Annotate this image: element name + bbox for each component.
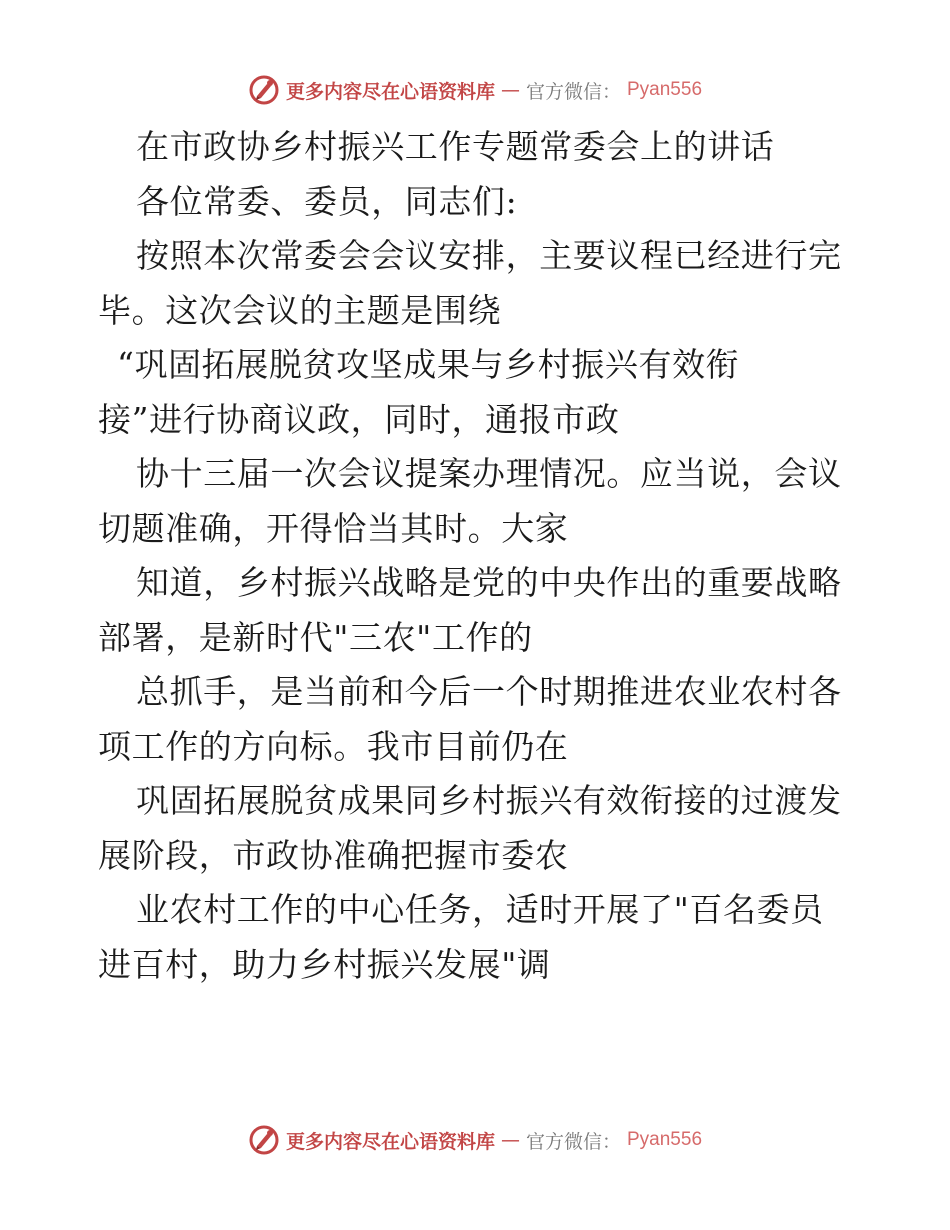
watermark-wechat-id: Pyan556: [627, 1129, 703, 1150]
brand-logo-icon: [248, 74, 280, 106]
paragraph-line: 切题准确，开得恰当其时。大家: [98, 508, 569, 548]
document-title: 在市政协乡村振兴工作专题常委会上的讲话: [136, 127, 775, 166]
watermark-dash: —: [500, 1129, 520, 1151]
paragraph-line: 知道，乡村振兴战略是党的中央作出的重要战略: [136, 563, 842, 602]
watermark-dash: —: [500, 79, 520, 101]
paragraph-line: “巩固拓展脱贫攻坚成果与乡村振兴有效衔: [117, 345, 740, 384]
watermark-wechat-label: 官方微信：: [525, 80, 621, 103]
paragraph-line: 毕。这次会议的主题是围绕: [98, 290, 502, 330]
watermark-main-text: 更多内容尽在心语资料库: [285, 80, 495, 103]
footer-watermark: [0, 1120, 950, 1160]
salutation: 各位常委、委员，同志们:: [136, 181, 518, 221]
paragraph-line: 接”进行协商议政，同时，通报市政: [98, 399, 620, 439]
paragraph-line: 部署，是新时代"三农"工作的: [98, 617, 533, 657]
header-watermark: [0, 70, 950, 110]
paragraph-line: 总抓手，是当前和今后一个时期推进农业农村各: [136, 672, 842, 711]
paragraph-line: 按照本次常委会会议安排，主要议程已经进行完: [136, 236, 842, 275]
paragraph-line: 巩固拓展脱贫成果同乡村振兴有效衔接的过渡发: [136, 781, 842, 820]
paragraph-line: 协十三届一次会议提案办理情况。应当说，会议: [136, 454, 842, 493]
paragraph-line: 进百村，助力乡村振兴发展"调: [98, 944, 551, 984]
paragraph-line: 业农村工作的中心任务，适时开展了"百名委员: [136, 890, 824, 929]
document-body: [98, 120, 858, 992]
paragraph-line: 项工作的方向标。我市目前仍在: [98, 726, 569, 766]
watermark-wechat-label: 官方微信：: [525, 1130, 621, 1153]
paragraph-line: 展阶段，市政协准确把握市委农: [98, 835, 569, 875]
brand-logo-icon: [248, 1124, 280, 1156]
watermark-wechat-id: Pyan556: [627, 79, 703, 100]
watermark-main-text: 更多内容尽在心语资料库: [285, 1130, 495, 1153]
